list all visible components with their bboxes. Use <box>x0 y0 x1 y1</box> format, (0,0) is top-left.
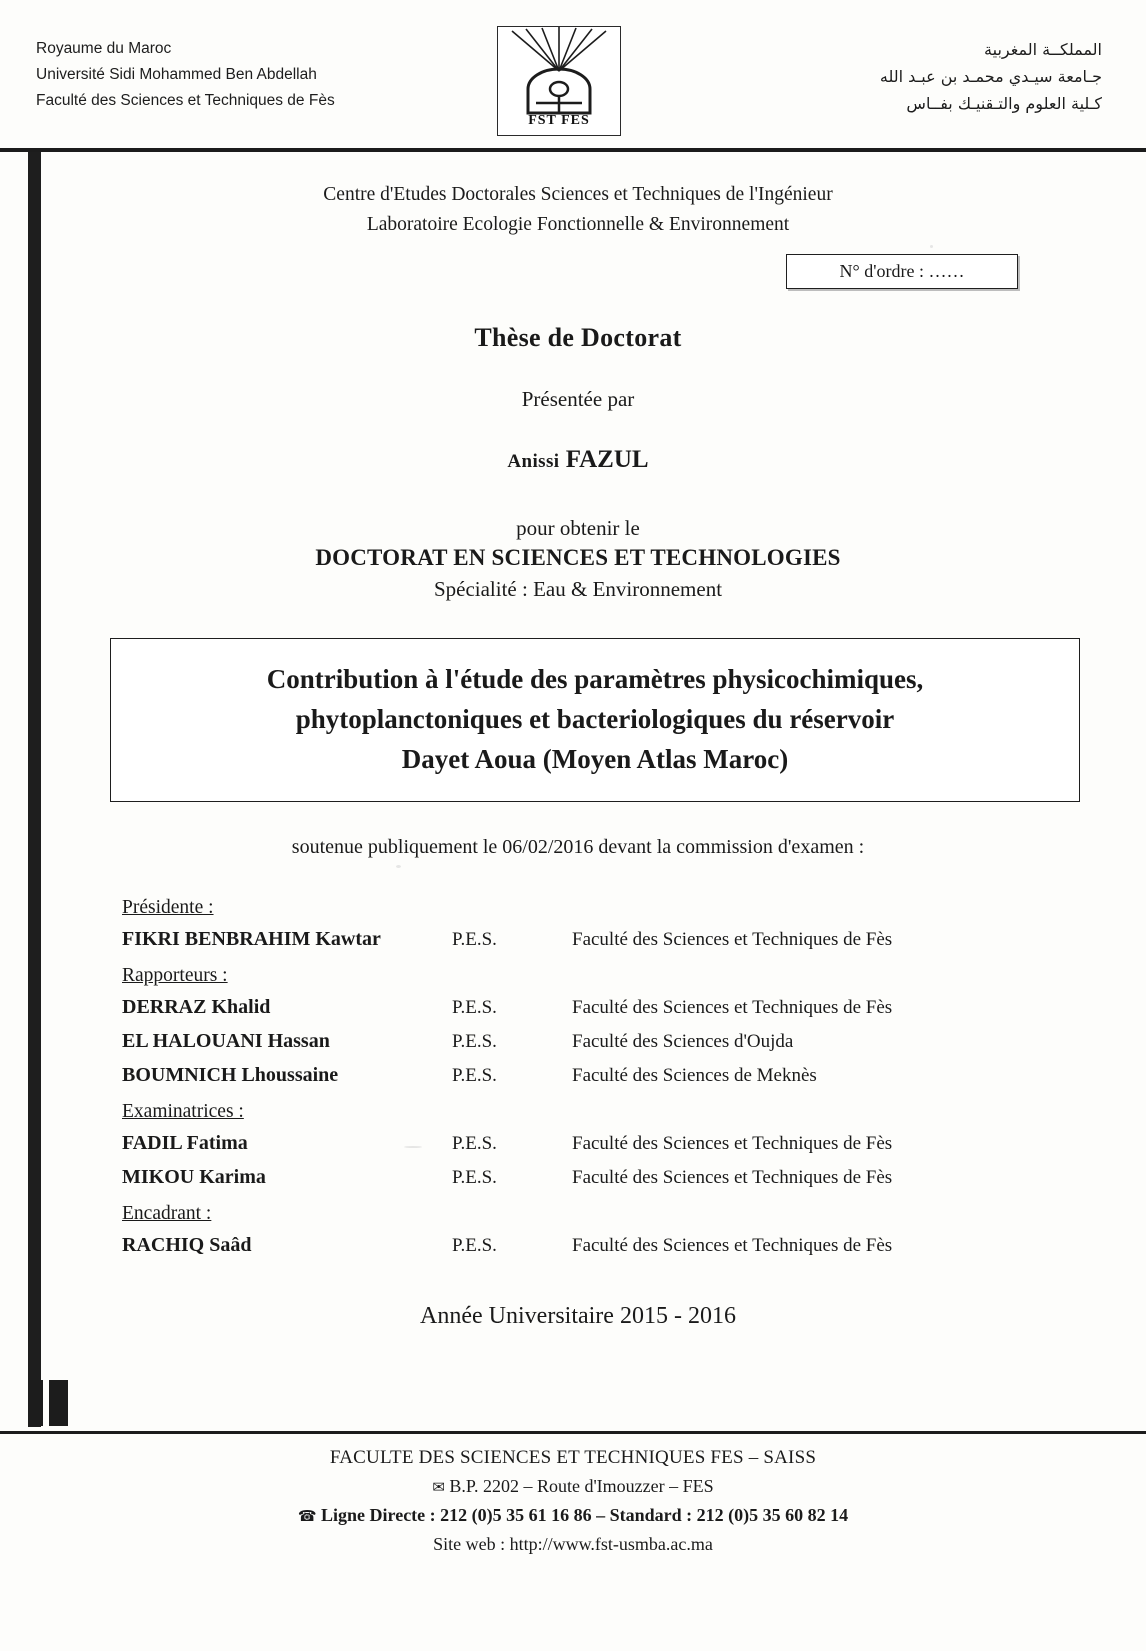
header-left-line-1: Royaume du Maroc <box>36 40 172 57</box>
jury-member-name: FADIL Fatima <box>122 1132 248 1154</box>
scan-speck <box>930 245 933 248</box>
header-left-line-2: Université Sidi Mohammed Ben Abdellah <box>36 66 317 83</box>
thesis-title-line-2: phytoplanctoniques et bacteriologiques du réservoir <box>295 704 895 734</box>
author-name <box>70 446 1086 474</box>
binder-block <box>30 1380 68 1426</box>
thesis-title-line-1: Contribution à l'étude des paramètres physicochimiques, <box>266 664 924 694</box>
header-right-line-2: جـامعة سيـدي محمـد بن عبـد الله <box>879 67 1102 86</box>
presented-by-label: Présentée par <box>521 387 635 411</box>
phone-icon: ☎ <box>297 1507 317 1525</box>
degree-title: DOCTORAT EN SCIENCES ET TECHNOLOGIES <box>315 545 841 570</box>
thesis-title-line-3: Dayet Aoua (Moyen Atlas Maroc) <box>401 744 789 774</box>
thesis-label: Thèse de Doctorat <box>474 323 682 352</box>
header-right-line-1: المملكــة المغربية <box>984 40 1102 59</box>
footer-faculty-line: FACULTE DES SCIENCES ET TECHNIQUES FES – SAISS <box>329 1447 817 1468</box>
jury-member-affiliation: Faculté des Sciences et Techniques de Fès <box>572 1167 893 1188</box>
footer-divider <box>0 1431 1146 1434</box>
laboratory-line: Laboratoire Ecologie Fonctionnelle & Environnement <box>366 214 790 235</box>
jury-member-grade: P.E.S. <box>452 997 497 1018</box>
jury-role-rapporteurs: Rapporteurs : <box>122 965 228 986</box>
header-right-institution-arabic <box>880 36 1102 117</box>
fst-fes-logo <box>497 26 621 136</box>
jury-member-grade: P.E.S. <box>452 1065 497 1086</box>
jury-member-grade: P.E.S. <box>452 1235 497 1256</box>
jury-role-encadrant: Encadrant : <box>122 1203 212 1224</box>
to-obtain-label: pour obtenir le <box>516 516 640 540</box>
jury-role-president: Présidente : <box>122 897 214 918</box>
header-divider <box>0 148 1146 152</box>
doctoral-center-block <box>70 180 1086 240</box>
jury-member-name: FIKRI BENBRAHIM Kawtar <box>122 928 381 950</box>
logo-arch-icon <box>522 67 596 115</box>
jury-member-name: DERRAZ Khalid <box>122 996 271 1018</box>
header-right-line-3: كـلية العلوم والتـقنيـك بفــاس <box>906 94 1102 113</box>
jury-member-row <box>122 1064 1086 1087</box>
logo-caption: FST FES <box>528 113 590 128</box>
author-last-name: FAZUL <box>565 446 649 473</box>
page-footer <box>0 1444 1146 1558</box>
jury-member-affiliation: Faculté des Sciences et Techniques de Fès <box>572 929 893 950</box>
defense-line: soutenue publiquement le 06/02/2016 devant la commission d'examen : <box>291 836 865 858</box>
page-body <box>0 158 1146 1330</box>
author-first-name: Anissi <box>507 451 560 472</box>
mail-icon: ✉ <box>432 1478 445 1496</box>
binder-notch <box>43 1380 49 1426</box>
jury-member-row <box>122 928 1086 951</box>
jury-member-grade: P.E.S. <box>452 1031 497 1052</box>
footer-address-line <box>0 1472 1146 1501</box>
page-header <box>0 0 1146 128</box>
jury-member-affiliation: Faculté des Sciences et Techniques de Fès <box>572 997 893 1018</box>
jury-member-name: RACHIQ Saâd <box>122 1234 252 1256</box>
jury-member-affiliation: Faculté des Sciences de Meknès <box>572 1065 817 1086</box>
header-left-institution <box>36 36 335 114</box>
doctoral-center-line: Centre d'Etudes Doctorales Sciences et Techniques de l'Ingénieur <box>323 184 833 205</box>
header-left-line-3: Faculté des Sciences et Techniques de Fès <box>36 92 335 109</box>
footer-website-line: Site web : http://www.fst-usmba.ac.ma <box>433 1534 713 1554</box>
jury-member-affiliation: Faculté des Sciences et Techniques de Fès <box>572 1133 893 1154</box>
jury-member-name: MIKOU Karima <box>122 1166 266 1188</box>
jury-member-affiliation: Faculté des Sciences d'Oujda <box>572 1031 794 1052</box>
jury-member-row <box>122 1132 1086 1155</box>
footer-phone-text: Ligne Directe : 212 (0)5 35 61 16 86 – Standard : 212 (0)5 35 60 82 14 <box>321 1505 849 1525</box>
jury-member-grade: P.E.S. <box>452 1133 497 1154</box>
jury-role-examinatrices: Examinatrices : <box>122 1101 244 1122</box>
jury-member-affiliation: Faculté des Sciences et Techniques de Fès <box>572 1235 893 1256</box>
jury-member-row <box>122 996 1086 1019</box>
jury-list <box>122 897 1086 1257</box>
academic-year: Année Universitaire 2015 - 2016 <box>420 1303 736 1329</box>
footer-address-text: B.P. 2202 – Route d'Imouzzer – FES <box>449 1476 714 1496</box>
jury-member-name: BOUMNICH Lhoussaine <box>122 1064 339 1086</box>
jury-member-row <box>122 1166 1086 1189</box>
jury-member-row <box>122 1234 1086 1257</box>
speciality-line: Spécialité : Eau & Environnement <box>433 577 723 601</box>
jury-member-grade: P.E.S. <box>452 929 497 950</box>
jury-member-row <box>122 1030 1086 1053</box>
order-number-box: N° d'ordre : …… <box>786 254 1018 289</box>
scan-speck <box>396 865 401 868</box>
scan-speck <box>404 1146 422 1148</box>
thesis-title-box <box>110 638 1080 802</box>
jury-member-name: EL HALOUANI Hassan <box>122 1030 330 1052</box>
jury-member-grade: P.E.S. <box>452 1167 497 1188</box>
footer-phone-line <box>0 1501 1146 1530</box>
